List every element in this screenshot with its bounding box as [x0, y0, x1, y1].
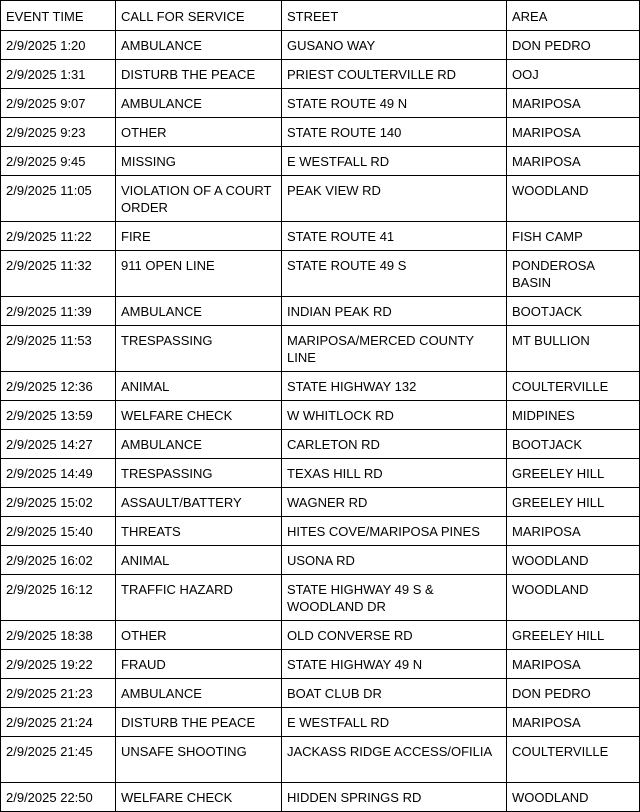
- table-row: [1, 650, 640, 679]
- cell-street: HIDDEN SPRINGS RD: [282, 783, 507, 812]
- cell-event-time: 2/9/2025 15:02: [1, 488, 116, 517]
- header-street: STREET: [282, 1, 507, 31]
- cell-event-time: 2/9/2025 22:50: [1, 783, 116, 812]
- cell-call-for-service: VIOLATION OF A COURT ORDER: [116, 176, 282, 222]
- cell-area: DON PEDRO: [507, 679, 640, 708]
- cell-street: TEXAS HILL RD: [282, 459, 507, 488]
- cell-area: MARIPOSA: [507, 147, 640, 176]
- cell-event-time: 2/9/2025 9:23: [1, 118, 116, 147]
- cell-area: GREELEY HILL: [507, 488, 640, 517]
- cell-street: STATE HIGHWAY 49 S & WOODLAND DR: [282, 575, 507, 621]
- table-row: [1, 459, 640, 488]
- cell-event-time: 2/9/2025 14:49: [1, 459, 116, 488]
- cell-call-for-service: TRESPASSING: [116, 459, 282, 488]
- cell-area: BOOTJACK: [507, 297, 640, 326]
- cell-call-for-service: OTHER: [116, 621, 282, 650]
- cell-street: OLD CONVERSE RD: [282, 621, 507, 650]
- cell-call-for-service: TRAFFIC HAZARD: [116, 575, 282, 621]
- cell-event-time: 2/9/2025 12:36: [1, 372, 116, 401]
- cell-area: WOODLAND: [507, 783, 640, 812]
- table-row: [1, 679, 640, 708]
- cell-call-for-service: FIRE: [116, 222, 282, 251]
- cell-call-for-service: DISTURB THE PEACE: [116, 708, 282, 737]
- cell-area: COULTERVILLE: [507, 372, 640, 401]
- cell-event-time: 2/9/2025 21:45: [1, 737, 116, 783]
- table-row: [1, 430, 640, 459]
- table-row: [1, 147, 640, 176]
- cell-event-time: 2/9/2025 21:23: [1, 679, 116, 708]
- cell-street: GUSANO WAY: [282, 31, 507, 60]
- cell-area: BOOTJACK: [507, 430, 640, 459]
- table-row: [1, 737, 640, 783]
- cell-event-time: 2/9/2025 18:38: [1, 621, 116, 650]
- table-row: [1, 118, 640, 147]
- cell-call-for-service: ASSAULT/BATTERY: [116, 488, 282, 517]
- cell-area: MARIPOSA: [507, 517, 640, 546]
- table-row: [1, 575, 640, 621]
- cell-area: COULTERVILLE: [507, 737, 640, 783]
- table-row: [1, 251, 640, 297]
- cell-area: GREELEY HILL: [507, 621, 640, 650]
- cell-call-for-service: ANIMAL: [116, 372, 282, 401]
- cell-call-for-service: MISSING: [116, 147, 282, 176]
- cell-area: PONDEROSA BASIN: [507, 251, 640, 297]
- cell-area: MARIPOSA: [507, 89, 640, 118]
- cell-call-for-service: DISTURB THE PEACE: [116, 60, 282, 89]
- header-area: AREA: [507, 1, 640, 31]
- table-row: [1, 31, 640, 60]
- cell-event-time: 2/9/2025 11:53: [1, 326, 116, 372]
- cell-street: STATE ROUTE 41: [282, 222, 507, 251]
- cell-call-for-service: TRESPASSING: [116, 326, 282, 372]
- cell-area: WOODLAND: [507, 575, 640, 621]
- table-row: [1, 89, 640, 118]
- cell-call-for-service: OTHER: [116, 118, 282, 147]
- table-row: [1, 517, 640, 546]
- cell-area: MARIPOSA: [507, 708, 640, 737]
- cell-call-for-service: THREATS: [116, 517, 282, 546]
- cell-area: MIDPINES: [507, 401, 640, 430]
- cell-area: MARIPOSA: [507, 650, 640, 679]
- table-row: [1, 60, 640, 89]
- cell-call-for-service: AMBULANCE: [116, 430, 282, 459]
- table-row: [1, 488, 640, 517]
- header-event-time: EVENT TIME: [1, 1, 116, 31]
- cell-street: HITES COVE/MARIPOSA PINES: [282, 517, 507, 546]
- cell-area: FISH CAMP: [507, 222, 640, 251]
- table-row: [1, 176, 640, 222]
- cell-street: JACKASS RIDGE ACCESS/OFILIA: [282, 737, 507, 783]
- cell-call-for-service: AMBULANCE: [116, 679, 282, 708]
- cell-area: GREELEY HILL: [507, 459, 640, 488]
- cell-event-time: 2/9/2025 19:22: [1, 650, 116, 679]
- cell-event-time: 2/9/2025 11:39: [1, 297, 116, 326]
- cell-street: STATE HIGHWAY 132: [282, 372, 507, 401]
- table-row: [1, 783, 640, 812]
- cell-street: STATE ROUTE 49 N: [282, 89, 507, 118]
- cell-event-time: 2/9/2025 11:22: [1, 222, 116, 251]
- cell-area: MT BULLION: [507, 326, 640, 372]
- cell-street: STATE ROUTE 140: [282, 118, 507, 147]
- cell-event-time: 2/9/2025 13:59: [1, 401, 116, 430]
- cell-street: WAGNER RD: [282, 488, 507, 517]
- table-row: [1, 621, 640, 650]
- cell-area: WOODLAND: [507, 546, 640, 575]
- cell-event-time: 2/9/2025 11:32: [1, 251, 116, 297]
- cell-area: DON PEDRO: [507, 31, 640, 60]
- cell-call-for-service: ANIMAL: [116, 546, 282, 575]
- cell-call-for-service: WELFARE CHECK: [116, 783, 282, 812]
- table-header-row: [1, 1, 640, 31]
- cell-street: W WHITLOCK RD: [282, 401, 507, 430]
- table-row: [1, 401, 640, 430]
- cell-event-time: 2/9/2025 21:24: [1, 708, 116, 737]
- cell-call-for-service: 911 OPEN LINE: [116, 251, 282, 297]
- cell-street: PEAK VIEW RD: [282, 176, 507, 222]
- cell-event-time: 2/9/2025 1:20: [1, 31, 116, 60]
- cell-call-for-service: FRAUD: [116, 650, 282, 679]
- cell-call-for-service: UNSAFE SHOOTING: [116, 737, 282, 783]
- cell-event-time: 2/9/2025 9:07: [1, 89, 116, 118]
- cell-street: E WESTFALL RD: [282, 147, 507, 176]
- cell-area: MARIPOSA: [507, 118, 640, 147]
- table-row: [1, 546, 640, 575]
- cell-street: MARIPOSA/MERCED COUNTY LINE: [282, 326, 507, 372]
- cell-event-time: 2/9/2025 11:05: [1, 176, 116, 222]
- cell-street: E WESTFALL RD: [282, 708, 507, 737]
- cell-street: CARLETON RD: [282, 430, 507, 459]
- table-row: [1, 372, 640, 401]
- cell-street: INDIAN PEAK RD: [282, 297, 507, 326]
- cell-call-for-service: AMBULANCE: [116, 297, 282, 326]
- cell-area: OOJ: [507, 60, 640, 89]
- table-row: [1, 708, 640, 737]
- header-call-for-service: CALL FOR SERVICE: [116, 1, 282, 31]
- cell-street: STATE ROUTE 49 S: [282, 251, 507, 297]
- cell-event-time: 2/9/2025 16:02: [1, 546, 116, 575]
- cell-street: STATE HIGHWAY 49 N: [282, 650, 507, 679]
- cell-street: BOAT CLUB DR: [282, 679, 507, 708]
- cell-event-time: 2/9/2025 1:31: [1, 60, 116, 89]
- cell-street: USONA RD: [282, 546, 507, 575]
- cell-call-for-service: WELFARE CHECK: [116, 401, 282, 430]
- table-row: [1, 326, 640, 372]
- cell-event-time: 2/9/2025 14:27: [1, 430, 116, 459]
- cell-area: WOODLAND: [507, 176, 640, 222]
- table-row: [1, 222, 640, 251]
- cell-event-time: 2/9/2025 15:40: [1, 517, 116, 546]
- table-row: [1, 297, 640, 326]
- cell-call-for-service: AMBULANCE: [116, 31, 282, 60]
- cell-street: PRIEST COULTERVILLE RD: [282, 60, 507, 89]
- cell-call-for-service: AMBULANCE: [116, 89, 282, 118]
- cell-event-time: 2/9/2025 9:45: [1, 147, 116, 176]
- cell-event-time: 2/9/2025 16:12: [1, 575, 116, 621]
